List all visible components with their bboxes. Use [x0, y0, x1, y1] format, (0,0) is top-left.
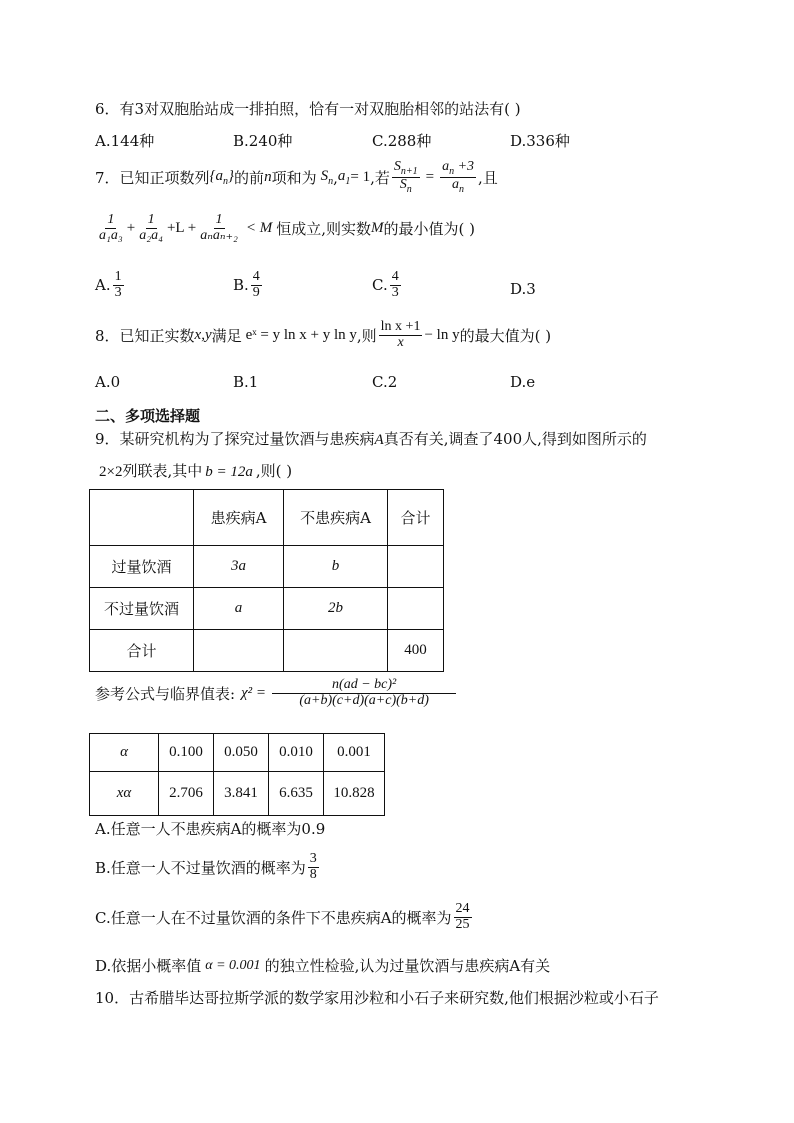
table-cell: b — [284, 546, 388, 588]
q7-line2-text: 恒成立,则实数 — [276, 219, 371, 238]
q7-term-2: $\frac{1}{\text{a₂a₄}}$ — [139, 212, 163, 243]
crit-cell: 10.828 — [324, 772, 385, 816]
crit-cell: 2.706 — [159, 772, 214, 816]
table-cell — [388, 588, 444, 630]
q7-term-n: $\frac{1}{\text{aₙaₙ₊₂}}$ — [200, 212, 238, 243]
q10-stem: 10．古希腊毕达哥拉斯学派的数学家用沙粒和小石子来研究数,他们根据沙粒或小石子 — [95, 989, 659, 1007]
q8-text-a: 满足 — [211, 326, 242, 345]
crit-alpha-label: α — [90, 734, 159, 772]
table-header-cell — [90, 490, 194, 546]
crit-cell: 6.635 — [269, 772, 324, 816]
q9-option-d: D.依据小概率值 α = 0.001 的独立性检验,认为过量饮酒与患疾病A有关 — [95, 957, 551, 975]
q8-text-b: ,则 — [356, 326, 377, 345]
q8-option-b: B.1 — [233, 373, 259, 391]
q7-text-b: 项和为 — [271, 169, 317, 188]
q6-option-b: B.240种 — [233, 132, 293, 150]
q7-inequality — [95, 213, 475, 243]
q8-end: 的最大值为( ) — [459, 326, 552, 345]
q8-fraction: $\frac{\text{ln x +1}}{x}$ — [380, 319, 421, 350]
q7-text-d: ,且 — [478, 169, 498, 188]
q6-option-d: D.336种 — [510, 132, 570, 150]
table-cell: 3a — [194, 546, 284, 588]
q8-option-a: A.0 — [95, 373, 121, 391]
q9-stem-line2: 2×2列联表,其中 b = 12a ,则( ) — [99, 462, 293, 480]
q7-text-c: ,若 — [370, 169, 390, 188]
q8-lead: 8．已知正实数 — [95, 326, 195, 345]
q7-eq1: = 1 — [350, 169, 371, 186]
q8-stem — [95, 320, 551, 350]
q7-lt-m: < M — [245, 219, 273, 236]
q7-seq: $\{a_n\}$ — [209, 168, 235, 188]
q7-plus-l: +L + — [166, 219, 197, 236]
q8-xy: x,y — [194, 326, 212, 343]
table-header-cell: 患疾病A — [194, 490, 284, 546]
table-cell: 合计 — [90, 630, 194, 672]
q7-line2-end: 的最小值为( ) — [383, 219, 475, 238]
q7-M: M — [370, 219, 384, 236]
crit-cell: 0.100 — [159, 734, 214, 772]
table-cell: 过量饮酒 — [90, 546, 194, 588]
contingency-table — [89, 489, 444, 672]
table-header-cell: 合计 — [388, 490, 444, 546]
q7-option-c: C. $\frac{4}{3}$ — [372, 269, 399, 300]
crit-cell: 3.841 — [214, 772, 269, 816]
q8-equation: eˣ = y ln x + y ln y — [245, 326, 357, 343]
q8-rest: − ln y — [424, 326, 460, 343]
q7-comma: , — [333, 168, 338, 187]
crit-cell: 0.010 — [269, 734, 324, 772]
q7-option-a: A. $\frac{1}{3}$ — [95, 269, 122, 300]
table-cell — [194, 630, 284, 672]
q7-Sn: $S_n$ — [320, 168, 334, 188]
q7-term-1: $\frac{1}{\text{a₁a₃}}$ — [99, 212, 123, 243]
q7-option-b: B. $\frac{4}{9}$ — [233, 269, 260, 300]
table-cell: 400 — [388, 630, 444, 672]
q6-option-c: C.288种 — [372, 132, 432, 150]
q8-option-c: C.2 — [372, 373, 398, 391]
table-cell — [388, 546, 444, 588]
section-title: 二、多项选择题 — [95, 407, 201, 425]
table-cell: 不过量饮酒 — [90, 588, 194, 630]
q7-lead: 7．已知正项数列 — [95, 169, 210, 188]
critical-value-table — [89, 733, 385, 816]
q9-option-a: A.任意一人不患疾病A的概率为0.9 — [95, 820, 326, 838]
q7-n: n — [264, 169, 272, 186]
table-header-cell: 不患疾病A — [284, 490, 388, 546]
table-cell — [284, 630, 388, 672]
crit-cell: 0.001 — [324, 734, 385, 772]
table-cell: a — [194, 588, 284, 630]
q7-plus: + — [126, 219, 136, 236]
q9-option-b: B.任意一人不过量饮酒的概率为 $\frac{3}{8}$ — [95, 851, 317, 882]
crit-cell: 0.050 — [214, 734, 269, 772]
q7-text-a: 的前 — [234, 169, 265, 188]
q7-frac-a: $\frac{a_n +3}{a_n}$ — [442, 159, 475, 196]
table-cell: 2b — [284, 588, 388, 630]
reference-formula: 参考公式与临界值表: χ² = $\frac{\text{n(ad − bc)²}}{(a+b)(c+d)(a+c)(b+d)}$ — [95, 678, 458, 708]
q8-option-d: D.e — [510, 373, 536, 391]
q9-stem: 9．某研究机构为了探究过量饮酒与患疾病A真否有关,调查了400人,得到如图所示的 — [95, 430, 647, 448]
q7-a1: $a_1$ — [337, 168, 351, 188]
q6-option-a: A.144种 — [95, 132, 155, 150]
q7-option-d: D.3 — [510, 280, 536, 298]
q6-stem: 6．有3对双胞胎站成一排拍照，恰有一对双胞胎相邻的站法有( ) — [95, 100, 521, 118]
q7-stem — [95, 160, 498, 196]
q7-eq: = — [425, 169, 435, 186]
crit-x-label: xα — [90, 772, 159, 816]
q9-option-c: C.任意一人在不过量饮酒的条件下不患疾病A的概率为 $\frac{24}{25}$ — [95, 901, 470, 932]
q7-frac-s: $\frac{S_{n+1}}{S_n}$ — [393, 159, 418, 196]
